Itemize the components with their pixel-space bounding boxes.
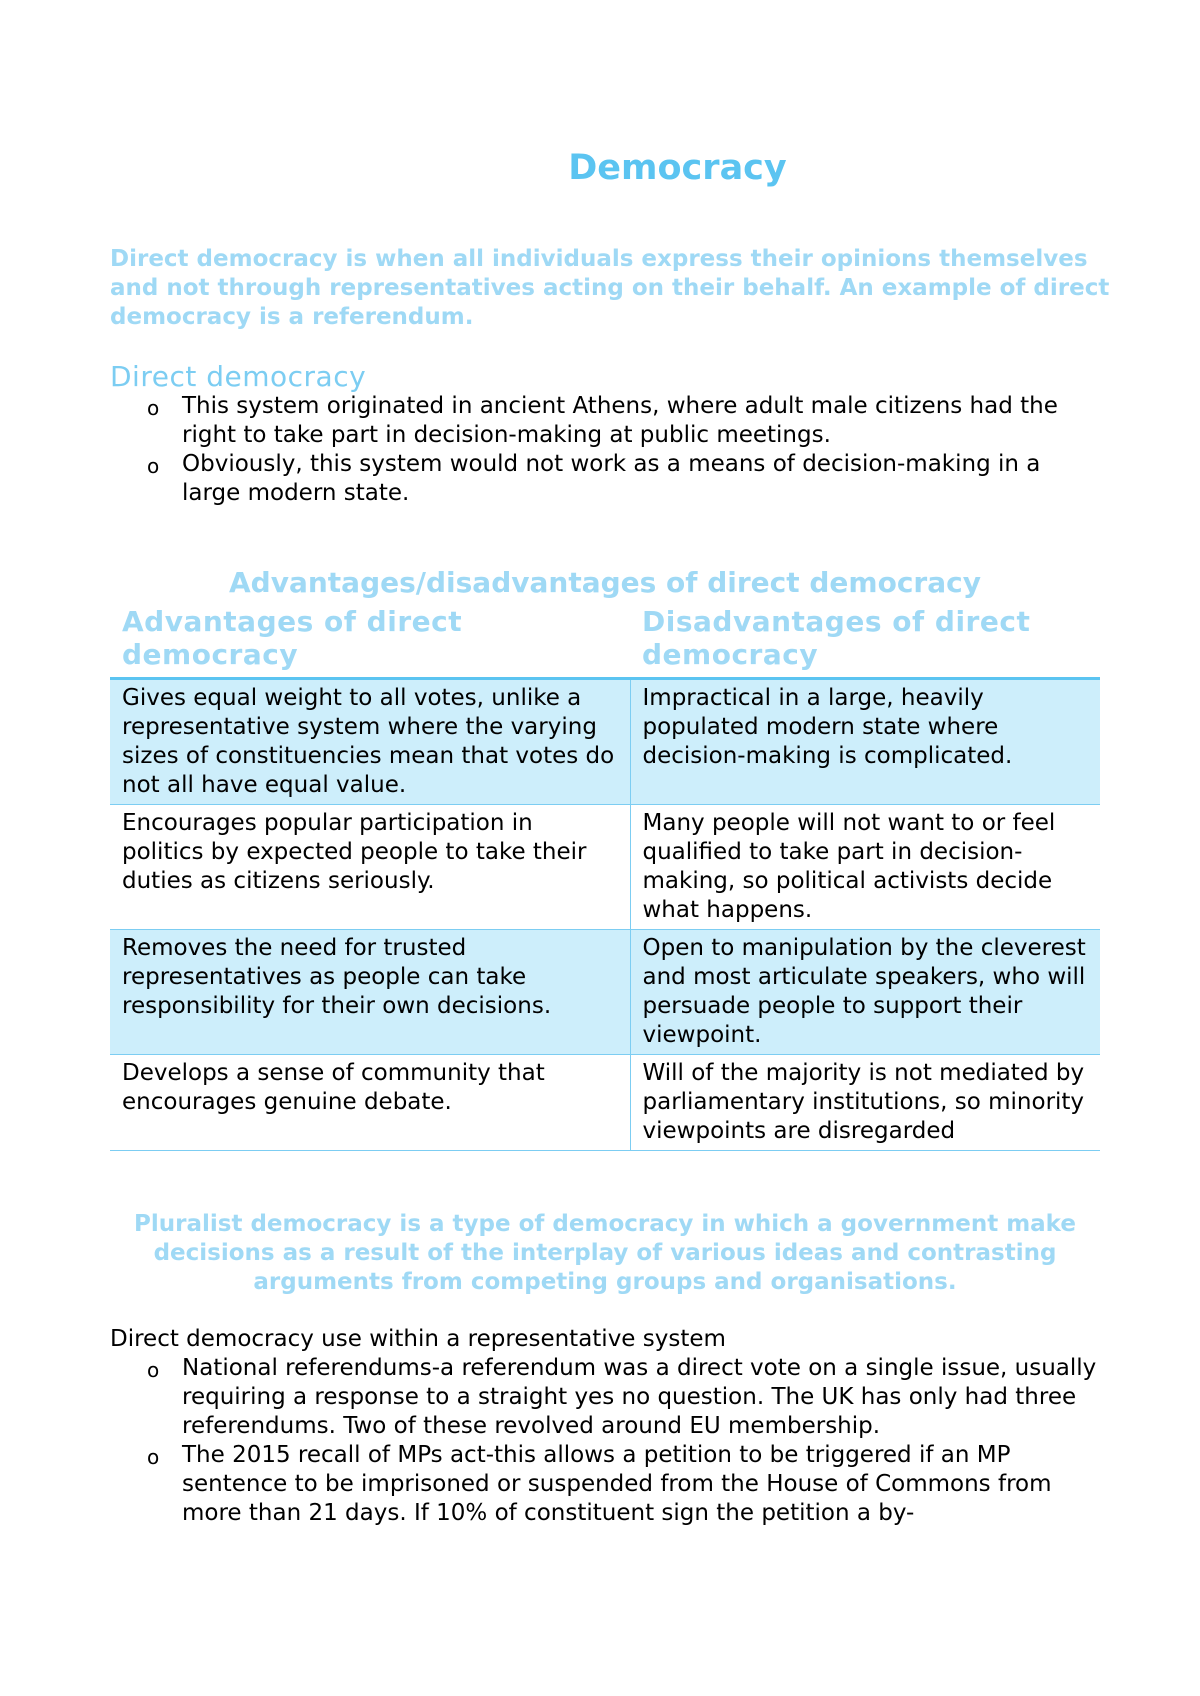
column-header-advantages: Advantages of direct democracy <box>110 605 630 679</box>
table-cell: Encourages popular participation in politics by expected people to take their duties as citizens seriously. <box>110 805 630 930</box>
list-item-text: This system originated in ancient Athens, where adult male citizens had the right to take part in decision-making at public meetings. <box>182 393 1058 448</box>
table-cell: Removes the need for trusted representatives as people can take responsibility for their own decisions. <box>110 930 630 1055</box>
table-header-row <box>110 605 1100 679</box>
list-item <box>110 392 1100 450</box>
table-title: Advantages/disadvantages of direct democracy <box>229 566 981 599</box>
bullet-icon: o <box>147 396 160 420</box>
representative-heading: Direct democracy use within a representative system <box>110 1326 726 1352</box>
bullet-icon: o <box>147 1445 160 1469</box>
list-item-text: The 2015 recall of MPs act-this allows a petition to be triggered if an MP sentence to be imprisoned or suspended from the House of Commons from more than 21 days. If 10% of constituent sign the petition a by- <box>182 1442 1052 1526</box>
table-cell: Impractical in a large, heavily populated modern state where decision-making is complicated. <box>630 679 1100 805</box>
bullet-icon: o <box>147 454 160 478</box>
list-item <box>110 1354 1100 1441</box>
table-row <box>110 930 1100 1055</box>
direct-democracy-list <box>110 392 1100 508</box>
list-item <box>110 450 1100 508</box>
table-cell: Many people will not want to or feel qualified to take part in decision-making, so political activists decide what happens. <box>630 805 1100 930</box>
advantages-table <box>110 605 1100 1151</box>
table-cell: Will of the majority is not mediated by parliamentary institutions, so minority viewpoints are disregarded <box>630 1055 1100 1151</box>
table-cell: Gives equal weight to all votes, unlike a representative system where the varying sizes of constituencies mean that votes do not all have equal value. <box>110 679 630 805</box>
table-row <box>110 679 1100 805</box>
list-item-text: Obviously, this system would not work as a means of decision-making in a large modern state. <box>182 451 1041 506</box>
intro-paragraph: Direct democracy is when all individuals express their opinions themselves and not through representatives acting on their behalf. An example of direct democracy is a referendum. <box>110 246 1110 330</box>
table-cell: Develops a sense of community that encourages genuine debate. <box>110 1055 630 1151</box>
list-item <box>110 1441 1100 1528</box>
page-title: Democracy <box>568 148 787 188</box>
list-item-text: National referendums-a referendum was a direct vote on a single issue, usually requiring a response to a straight yes no question. The UK has only had three referendums. Two of these revolved around EU membership. <box>182 1355 1097 1439</box>
table-row <box>110 805 1100 930</box>
table-row <box>110 1055 1100 1151</box>
table-cell: Open to manipulation by the cleverest and most articulate speakers, who will persuade people to support their viewpoint. <box>630 930 1100 1055</box>
representative-list <box>110 1354 1100 1528</box>
column-header-disadvantages: Disadvantages of direct democracy <box>630 605 1100 679</box>
pluralist-definition: Pluralist democracy is a type of democracy in which a government make decisions as a result of the interplay of various ideas and contrasting arguments from competing groups and organisations. <box>134 1211 1076 1295</box>
section-heading: Direct democracy <box>110 360 367 393</box>
bullet-icon: o <box>147 1358 160 1382</box>
